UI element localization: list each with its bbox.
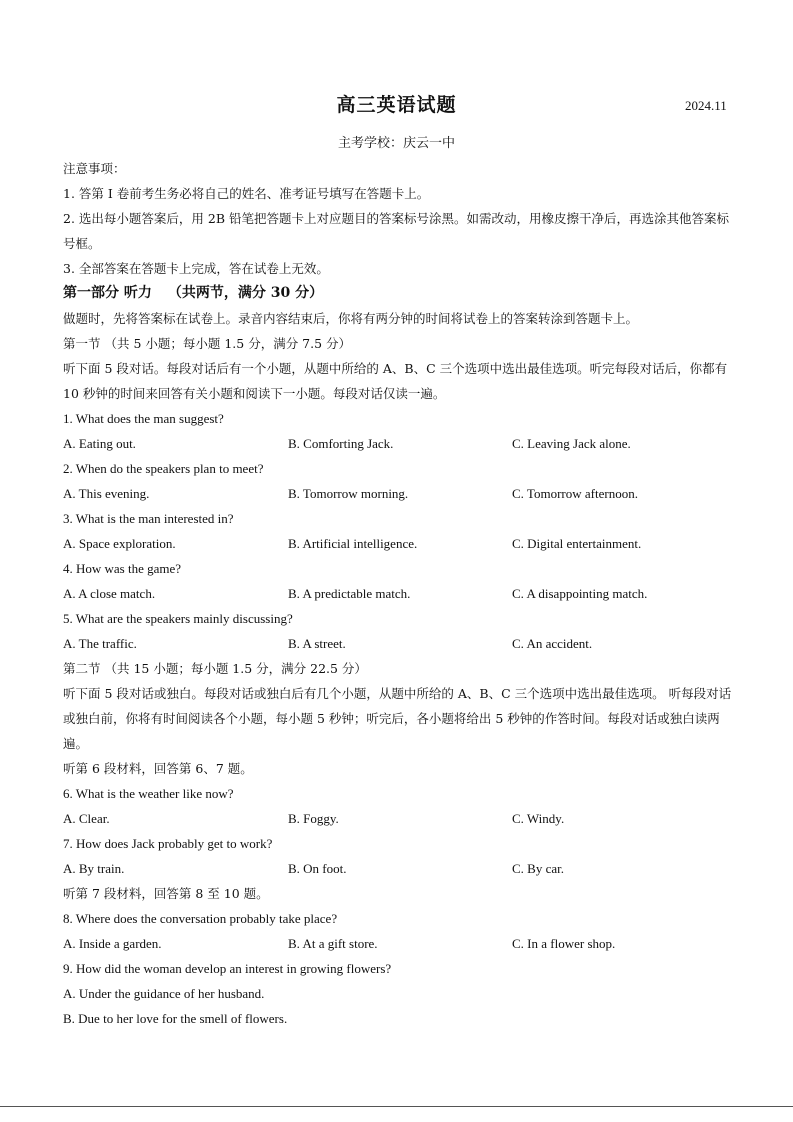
exam-content — [63, 156, 733, 1031]
part1-title-text: 第一部分 听力 — [63, 285, 152, 301]
option-b: B. Foggy. — [288, 811, 339, 826]
option-c: C. An accident. — [512, 636, 593, 651]
option-b: B. At a gift store. — [288, 936, 378, 951]
question-7-options — [63, 856, 733, 881]
part1-title — [63, 281, 733, 306]
option-b: B. Artificial intelligence. — [288, 536, 418, 551]
question-3: 3. What is the man interested in? — [63, 511, 234, 526]
part1-instruction: 做题时，先将答案标在试卷上。录音内容结束后，你将有两分钟的时间将试卷上的答案转涂到答题卡上。 — [63, 311, 639, 326]
section1-instruction: 听下面 5 段对话。每段对话后有一个小题，从题中所给的 A、B、C 三个选项中选出最佳选项。听完每段对话后，你都有 10 秒钟的时间来回答有关小题和阅读下一小题。每段对话仅读一遍。 — [63, 361, 728, 401]
option-b: B. Comforting Jack. — [288, 436, 394, 451]
option-b: B. Tomorrow morning. — [288, 486, 409, 501]
option-c: C. Windy. — [512, 811, 565, 826]
option-c: C. Digital entertainment. — [512, 536, 642, 551]
option-a: A. Inside a garden. — [63, 936, 162, 951]
question-6-options — [63, 806, 733, 831]
section1-heading: 第一节 （共 5 小题；每小题 1.5 分，满分 7.5 分） — [63, 336, 352, 351]
question-7: 7. How does Jack probably get to work? — [63, 836, 273, 851]
host-school: 主考学校：庆云一中 — [337, 136, 455, 151]
option-b: B. A street. — [288, 636, 346, 651]
material-7-note: 听第 7 段材料，回答第 8 至 10 题。 — [63, 886, 269, 901]
page-bottom-rule — [0, 1106, 793, 1107]
option-c: C. Tomorrow afternoon. — [512, 486, 638, 501]
material-6-note: 听第 6 段材料，回答第 6、7 题。 — [63, 761, 253, 776]
question-3-options — [63, 531, 733, 556]
exam-title: 高三英语试题 — [336, 94, 457, 116]
section2-heading: 第二节 （共 15 小题；每小题 1.5 分，满分 22.5 分） — [63, 661, 367, 676]
option-c: C. In a flower shop. — [512, 936, 616, 951]
question-2: 2. When do the speakers plan to meet? — [63, 461, 264, 476]
question-4-options — [63, 581, 733, 606]
notice-item-2: 2. 选出每小题答案后，用 2B 铅笔把答题卡上对应题目的答案标号涂黑。如需改动，用橡皮擦干净后，再选涂其他答案标号框。 — [63, 211, 729, 251]
option-a: A. Eating out. — [63, 436, 136, 451]
option-b: B. A predictable match. — [288, 586, 411, 601]
option-a: A. By train. — [63, 861, 125, 876]
question-8-options — [63, 931, 733, 956]
option-c: C. Leaving Jack alone. — [512, 436, 631, 451]
question-8: 8. Where does the conversation probably take place? — [63, 911, 338, 926]
question-9-option-b: B. Due to her love for the smell of flowers. — [63, 1011, 288, 1026]
part1-title-note: （共两节，满分 30 分） — [167, 285, 324, 301]
notice-item-1: 1. 答第 I 卷前考生务必将自己的姓名、准考证号填写在答题卡上。 — [63, 186, 430, 201]
option-b: B. On foot. — [288, 861, 347, 876]
question-4: 4. How was the game? — [63, 561, 182, 576]
question-1: 1. What does the man suggest? — [63, 411, 224, 426]
exam-date: 2024.11 — [685, 98, 727, 113]
option-a: A. The traffic. — [63, 636, 137, 651]
notice-heading: 注意事项： — [63, 161, 126, 176]
section2-instruction: 听下面 5 段对话或独白。每段对话或独白后有几个小题，从题中所给的 A、B、C 三个选项中选出最佳选项。 听每段对话或独白前，你将有时间阅读各个小题，每小题 5 秒钟；听完后，各小题将给出 5 秒钟的作答时间。每段对话或独白读两遍。 — [63, 686, 732, 751]
question-1-options — [63, 431, 733, 456]
question-2-options — [63, 481, 733, 506]
question-9-option-a: A. Under the guidance of her husband. — [63, 986, 265, 1001]
question-5-options — [63, 631, 733, 656]
option-a: A. A close match. — [63, 586, 156, 601]
option-a: A. This evening. — [63, 486, 150, 501]
question-6: 6. What is the weather like now? — [63, 786, 234, 801]
notice-item-3: 3. 全部答案在答题卡上完成，答在试卷上无效。 — [63, 261, 329, 276]
option-a: A. Clear. — [63, 811, 110, 826]
question-5: 5. What are the speakers mainly discussing? — [63, 611, 293, 626]
question-9: 9. How did the woman develop an interest in growing flowers? — [63, 961, 392, 976]
option-c: C. A disappointing match. — [512, 586, 648, 601]
option-c: C. By car. — [512, 861, 564, 876]
option-a: A. Space exploration. — [63, 536, 176, 551]
